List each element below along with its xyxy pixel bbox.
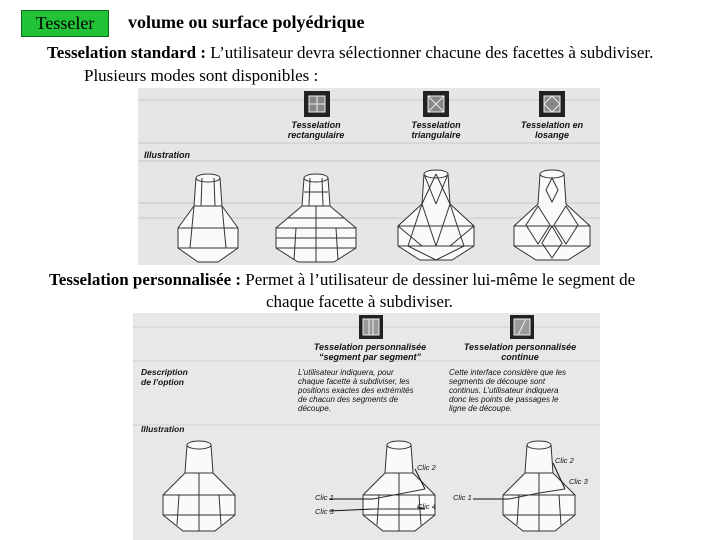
mode-los-l2: losange <box>534 130 570 140</box>
clic-right-2: Clic 2 <box>555 456 574 465</box>
custom-line-1 <box>49 270 635 290</box>
desc-right-5: ligne de découpe. <box>449 404 513 413</box>
standard-line-2: Plusieurs modes sont disponibles : <box>84 66 319 85</box>
illustration-label: Illustration <box>144 150 191 160</box>
illustration-label-2: Illustration <box>141 424 185 434</box>
mode-tri-l1: Tesselation <box>411 120 461 130</box>
desc-right-3: continus. L’utilisateur indiquera <box>449 386 559 395</box>
clic-left-3: Clic 3 <box>315 507 334 516</box>
standard-label: Tesselation standard : <box>47 43 207 62</box>
description-label-2: de l’option <box>141 377 184 387</box>
tesseler-button[interactable]: Tesseler <box>21 10 109 37</box>
custom-label: Tesselation personnalisée : <box>49 270 242 289</box>
standard-text: L’utilisateur devra sélectionner chacune des facettes à subdiviser. <box>210 43 654 62</box>
clic-right-3: Clic 3 <box>569 477 588 486</box>
standard-figure <box>138 88 600 265</box>
mode-los-l1: Tesselation en <box>520 120 584 130</box>
desc-left-4: de chacun des segments de <box>298 395 399 404</box>
clic-right-1: Clic 1 <box>453 493 472 502</box>
custom-figure <box>133 313 600 540</box>
desc-right-2: segments de découpe sont <box>449 377 546 386</box>
standard-line-1 <box>47 43 653 63</box>
losange-tess-icon[interactable] <box>539 91 565 117</box>
mode-segment-l2: “segment par segment” <box>318 352 422 362</box>
desc-left-3: positions exactes des extrémités <box>298 386 414 395</box>
clic-left-4: Clic 4 <box>417 502 436 511</box>
mode-rect-l1: Tesselation <box>291 120 341 130</box>
clic-left-2: Clic 2 <box>417 463 436 472</box>
desc-right-1: Cette interface considère que les <box>449 368 566 377</box>
desc-left-5: découpe. <box>298 404 331 413</box>
desc-left-1: L’utilisateur indiquera, pour <box>298 368 394 377</box>
custom-text-1: Permet à l’utilisateur de dessiner lui-même le segment de <box>245 270 636 289</box>
desc-left-2: chaque facette à subdiviser, les <box>298 377 410 386</box>
custom-line-2: chaque facette à subdiviser. <box>266 292 453 311</box>
mode-segment-l1: Tesselation personnalisée <box>313 342 427 352</box>
mode-tri-l2: triangulaire <box>411 130 461 140</box>
rect-tess-icon[interactable] <box>304 91 330 117</box>
description-label-1: Description <box>141 367 188 377</box>
continuous-tess-icon[interactable] <box>510 315 534 339</box>
clic-left-1: Clic 1 <box>315 493 334 502</box>
mode-rect-l2: rectangulaire <box>287 130 345 140</box>
page-title: volume ou surface polyédrique <box>128 12 365 32</box>
desc-right-4: donc les points de passages le <box>449 395 559 404</box>
mode-continue-l1: Tesselation personnalisée <box>463 342 577 352</box>
segment-tess-icon[interactable] <box>359 315 383 339</box>
tri-tess-icon[interactable] <box>423 91 449 117</box>
mode-continue-l2: continue <box>501 352 539 362</box>
